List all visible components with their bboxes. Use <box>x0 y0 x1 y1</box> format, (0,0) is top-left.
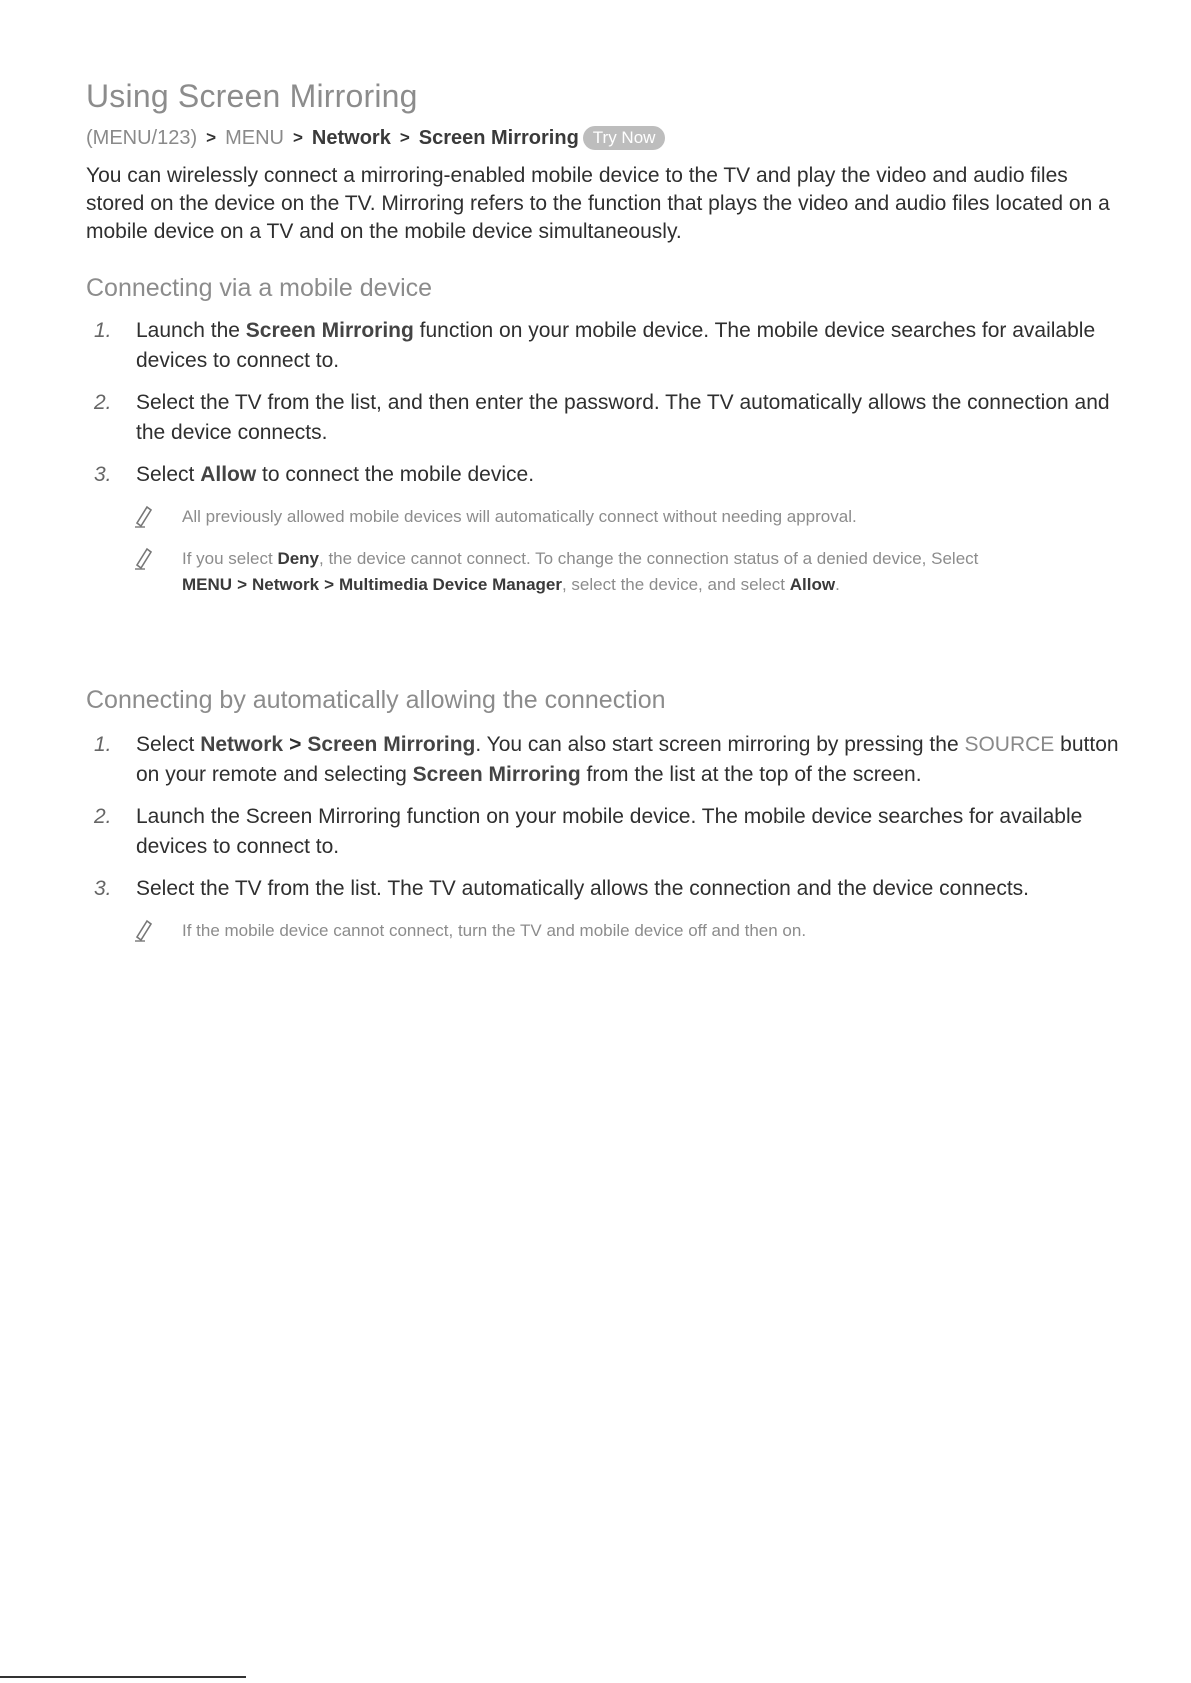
step-text: Launch the Screen Mirroring function on your mobile device. The mobile device searches for available devices to connect to. <box>136 805 1083 858</box>
step-text: Select the TV from the list. The TV automatically allows the connection and the device connects. <box>136 877 1029 900</box>
step-number: 3. <box>94 463 112 486</box>
note-item <box>86 918 1136 950</box>
pencil-note-icon <box>86 918 182 950</box>
step-text: Select Network > Screen Mirroring. You can also start screen mirroring by pressing the SOURCE button on your remote and selecting Screen Mirroring from the list at the top of the screen. <box>136 733 1119 786</box>
list-item <box>86 874 1136 904</box>
chevron-right-icon: > <box>206 128 217 147</box>
intro-paragraph: You can wirelessly connect a mirroring-enabled mobile device to the TV and play the video and audio files stored on the device on the TV. Mirroring refers to the function that plays the video and audio files located on a mobile device on a TV and on the mobile device simultaneously. <box>86 164 1110 243</box>
source-term: SOURCE <box>964 733 1055 756</box>
section1-steps <box>86 316 1136 608</box>
list-item <box>86 316 1136 376</box>
section2-steps <box>86 730 1136 960</box>
chevron-right-icon: > <box>289 733 302 756</box>
try-now-button[interactable]: Try Now <box>583 126 666 150</box>
section-heading-auto-allow: Connecting by automatically allowing the connection <box>86 686 666 714</box>
chevron-right-icon: > <box>237 575 247 594</box>
list-item <box>86 460 1136 490</box>
allow-term: Allow <box>789 575 836 594</box>
note-text: If you select Deny, the device cannot connect. To change the connection status of a denied device, Select MENU > Network > Multimedia Device Manager, select the device, and select Allow. <box>182 549 979 594</box>
screen-mirroring-term: Screen Mirroring <box>307 733 476 756</box>
screen-mirroring-term: Screen Mirroring <box>245 319 414 342</box>
chevron-right-icon: > <box>324 575 335 594</box>
network-term: Network <box>200 733 284 756</box>
footer-divider <box>0 1676 246 1678</box>
note-text: All previously allowed mobile devices will automatically connect without needing approval. <box>182 507 857 526</box>
step-text: Select the TV from the list, and then enter the password. The TV automatically allows the connection and the device connects. <box>136 391 1110 444</box>
page-title: Using Screen Mirroring <box>86 78 418 114</box>
step-text: Select Allow to connect the mobile device. <box>136 463 535 486</box>
step-number: 3. <box>94 877 112 900</box>
crumb-menu: MENU <box>225 126 284 149</box>
step-number: 1. <box>94 733 112 756</box>
list-item <box>86 730 1136 790</box>
crumb-screen-mirroring: Screen Mirroring <box>418 126 579 149</box>
note-item <box>86 504 1136 536</box>
allow-term: Allow <box>200 463 257 486</box>
deny-term: Deny <box>277 549 320 568</box>
pencil-note-icon <box>86 546 182 598</box>
step-number: 1. <box>94 319 112 342</box>
screen-mirroring-term: Screen Mirroring <box>412 763 581 786</box>
chevron-right-icon: > <box>399 128 410 147</box>
list-item <box>86 388 1136 448</box>
mdm-term: Multimedia Device Manager <box>339 575 562 594</box>
step-text: Launch the Screen Mirroring function on your mobile device. The mobile device searches for available devices to connect to. <box>136 319 1096 372</box>
note-text: If the mobile device cannot connect, turn the TV and mobile device off and then on. <box>182 921 807 940</box>
note-item <box>86 546 1136 598</box>
breadcrumb <box>86 126 665 150</box>
section-heading-mobile-device: Connecting via a mobile device <box>86 274 433 302</box>
crumb-network: Network <box>311 126 391 149</box>
menu-term: MENU <box>182 575 233 594</box>
chevron-right-icon: > <box>292 128 303 147</box>
step-number: 2. <box>94 391 112 414</box>
step-number: 2. <box>94 805 112 828</box>
pencil-note-icon <box>86 504 182 536</box>
network-term: Network <box>252 575 320 594</box>
list-item <box>86 802 1136 862</box>
crumb-menu123: (MENU/123) <box>86 126 198 149</box>
